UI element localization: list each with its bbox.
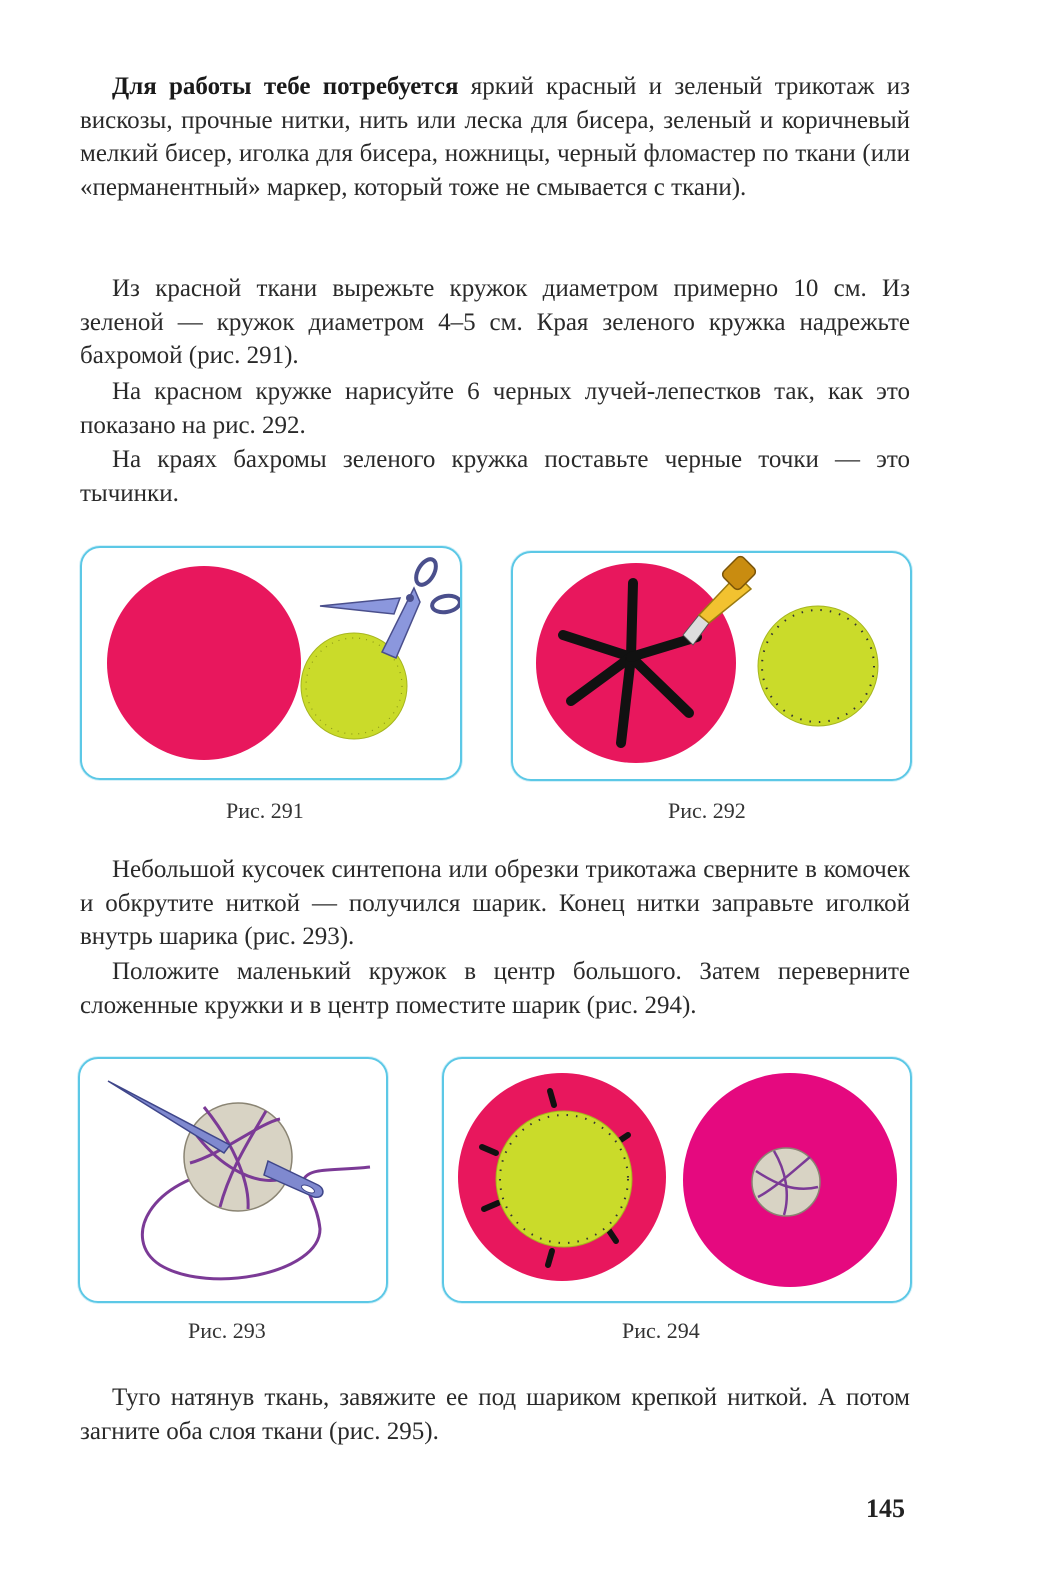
figure-293	[78, 1057, 388, 1303]
paragraph-cut-circles: Из красной ткани вырежьте кружок диаметром примерно 10 см. Из зеленой — кружок диаметром 4–5 см. Края зеленого кружка надрежьте бахромой (рис. 291).	[80, 275, 910, 369]
fig294-illustration	[444, 1059, 910, 1301]
caption-fig-294: Рис. 294	[622, 1318, 700, 1343]
paragraph-stamens: На краях бахромы зеленого кружка поставьте черные точки — это тычинки.	[80, 446, 910, 507]
paragraph-tie: Туго натянув ткань, завяжите ее под шариком крепкой ниткой. А потом загните оба слоя ткани (рис. 295).	[80, 1384, 910, 1445]
fig293-illustration	[80, 1059, 386, 1301]
caption-fig-293: Рис. 293	[188, 1318, 266, 1343]
green-circle-with-stamens	[758, 606, 878, 726]
paragraph-ball: Небольшой кусочек синтепона или обрезки трикотажа сверните в комочек и обкрутите ниткой — получился шарик. Конец нитки заправьте иголкой внутрь шарика (рис. 293).	[80, 856, 910, 950]
intro-text: яркий красный и зеленый трикотаж из вискозы, прочные нитки, нить или леска для бисера, зеленый и коричневый мелкий бисер, иголка для бисера, ножницы, черный фломастер по ткани (или «перманентный» маркер, который тоже не смывается с ткани).	[80, 73, 910, 201]
flipped-circles-with-ball	[683, 1073, 897, 1287]
caption-fig-292: Рис. 292	[668, 798, 746, 823]
paragraph-draw-rays: На красном кружке нарисуйте 6 черных лучей-лепестков так, как это показано на рис. 292.	[80, 378, 910, 439]
intro-bold-lead: Для работы тебе потребуется	[112, 73, 459, 100]
page-number: 145	[866, 1494, 905, 1523]
figure-292	[511, 551, 912, 781]
intro-paragraph	[80, 70, 910, 204]
stacked-circles	[458, 1073, 666, 1281]
fig292-illustration	[513, 553, 910, 779]
fig291-illustration	[82, 548, 460, 778]
figure-294	[442, 1057, 912, 1303]
caption-fig-291: Рис. 291	[226, 798, 304, 823]
figure-291	[80, 546, 462, 780]
yarn-ball	[184, 1103, 292, 1211]
red-circle	[107, 566, 301, 760]
paragraph-assemble: Положите маленький кружок в центр большого. Затем переверните сложенные кружки и в центр поместите шарик (рис. 294).	[80, 958, 910, 1019]
